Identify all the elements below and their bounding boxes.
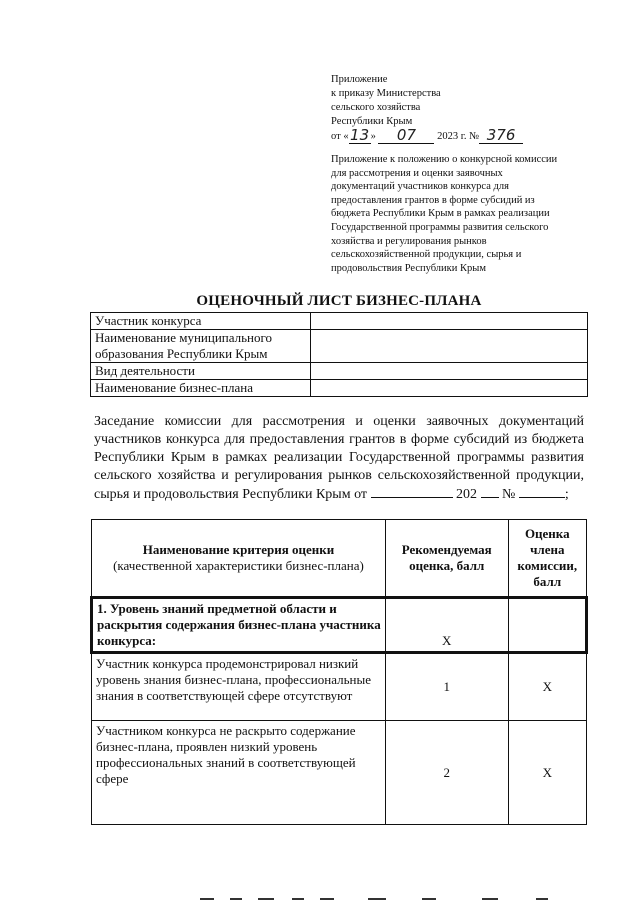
date-mid: » <box>370 131 376 142</box>
date-month: 07 <box>396 126 416 144</box>
appendix-line: Государственной программы развития сельского <box>331 221 549 233</box>
date-day: 13 <box>350 126 370 144</box>
member-score-header: Оценка члена комиссии, балл <box>508 520 586 598</box>
table-header-row <box>92 520 587 598</box>
table-row <box>91 313 588 330</box>
table-row <box>91 330 588 363</box>
info-label: Наименование муниципального образования Республики Крым <box>91 330 311 363</box>
ministry-line: сельского хозяйства <box>331 102 421 113</box>
session-date-field[interactable] <box>371 485 453 498</box>
criterion-cell: Участник конкурса продемонстрировал низкий уровень знания бизнес-плана, профессиональные знания в соответствующей сфере отсутствуют <box>92 653 386 721</box>
info-label: Вид деятельности <box>91 363 311 380</box>
info-value-field[interactable] <box>311 330 588 363</box>
date-month-field <box>378 126 434 144</box>
table-row <box>92 598 587 653</box>
order-line: к приказу Министерства <box>331 88 441 99</box>
session-number-label: № <box>502 487 516 502</box>
table-row <box>92 721 587 825</box>
info-value-field[interactable] <box>311 313 588 330</box>
criterion-cell: Участником конкурса не раскрыто содержание бизнес-плана, проявлен низкий уровень профессиональных знаний в соответствующей сфере <box>92 721 386 825</box>
info-value-field[interactable] <box>311 363 588 380</box>
recommended-score-header: Рекомендуемая оценка, балл <box>385 520 508 598</box>
appendix-line: Приложение к положению о конкурсной комиссии <box>331 154 558 165</box>
session-year-label: 202 <box>456 487 478 502</box>
table-row <box>92 653 587 721</box>
evaluation-table <box>90 519 588 825</box>
appendix-line: продовольствия Республики Крым <box>331 262 486 274</box>
order-number: 376 <box>486 126 516 144</box>
criterion-header-title: Наименование критерия оценки <box>142 542 335 557</box>
republic-line: Республики Крым <box>331 116 413 127</box>
appendix-line: бюджета Республики Крым в рамках реализации <box>331 208 550 220</box>
session-date-line <box>316 487 569 502</box>
info-label: Наименование бизнес-плана <box>91 380 311 397</box>
date-day-field <box>349 126 371 144</box>
recommended-score-cell: 1 <box>385 653 508 721</box>
criterion-header <box>92 520 386 598</box>
info-label: Участник конкурса <box>91 313 311 330</box>
session-number-field[interactable] <box>519 485 565 498</box>
date-year: 2023 г. № <box>437 131 480 142</box>
appendix-line: документаций участников конкурса для <box>331 181 509 193</box>
member-score-cell[interactable]: X <box>508 653 586 721</box>
criterion-header-subtitle: (качественной характеристики бизнес-плана) <box>113 558 364 573</box>
document-title: ОЦЕНОЧНЫЙ ЛИСТ БИЗНЕС-ПЛАНА <box>196 293 482 309</box>
session-end-mark: ; <box>564 487 569 502</box>
table-row <box>91 380 588 397</box>
date-prefix: от « <box>331 131 349 142</box>
recommended-score-cell: X <box>385 598 508 653</box>
scan-artifact <box>200 896 560 902</box>
appendix-note <box>331 153 596 275</box>
appendix-line: сельскохозяйственной продукции, сырья и <box>331 249 522 261</box>
session-year-field[interactable] <box>481 485 499 498</box>
session-tail-word: Крым от <box>315 487 368 502</box>
member-score-cell[interactable]: X <box>508 721 586 825</box>
info-value-field[interactable] <box>311 380 588 397</box>
appendix-line: для рассмотрения и оценки заявочных <box>331 167 503 179</box>
appendix-line: предоставления грантов в форме субсидий из <box>331 194 535 206</box>
table-row <box>91 363 588 380</box>
appendix-label: Приложение <box>331 74 388 85</box>
participant-info-table <box>90 312 588 397</box>
appendix-line: хозяйства и регулирования рынков <box>331 235 487 247</box>
criterion-cell: 1. Уровень знаний предметной области и раскрытия содержания бизнес-плана участника конкурса: <box>92 598 386 653</box>
session-text: Заседание комиссии для рассмотрения и оценки заявочных документаций участников конкурса для предоставления грантов в форме субсидий из бюджета Республики Крым в рамках реализации Государственной программы развития сельского хозяйства и регулирования рынков сельскохозяйственной продукции, сырья и продовольствия Республики <box>94 414 584 502</box>
order-header <box>331 73 523 144</box>
order-number-field <box>479 126 523 144</box>
session-paragraph <box>94 413 584 504</box>
order-date-line <box>331 126 523 144</box>
member-score-cell[interactable] <box>508 598 586 653</box>
recommended-score-cell: 2 <box>385 721 508 825</box>
